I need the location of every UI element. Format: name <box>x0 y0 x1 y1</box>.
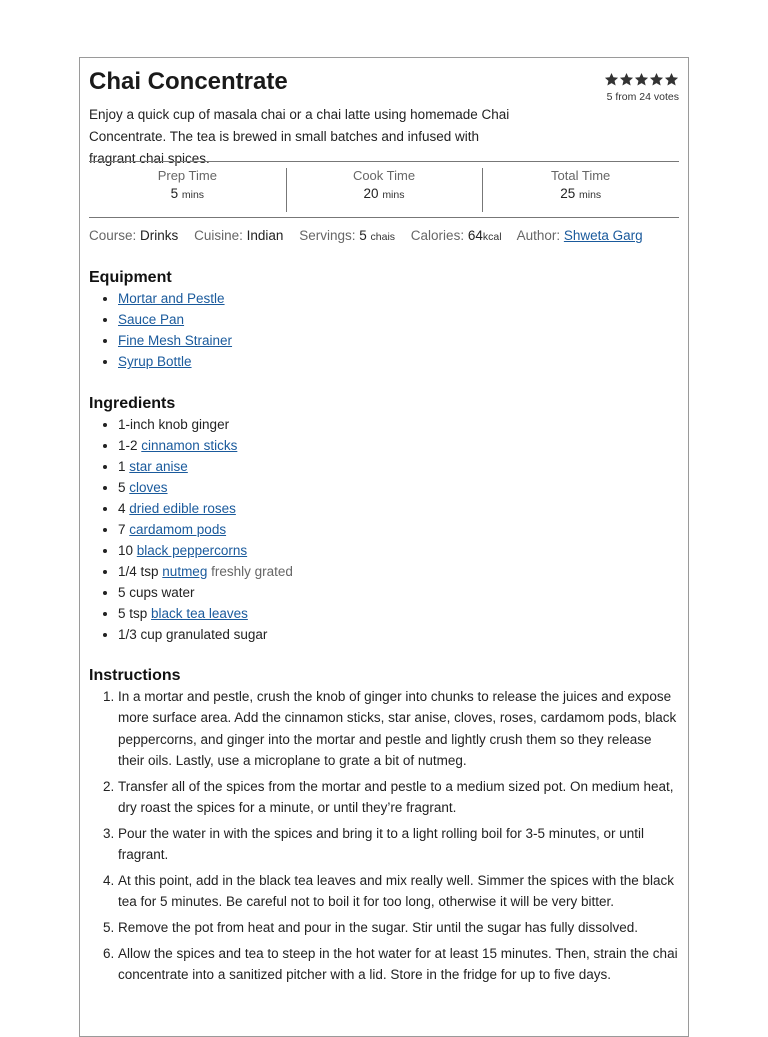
cook-time-unit: mins <box>382 189 405 201</box>
meta-cuisine: Cuisine: Indian <box>194 228 284 243</box>
ingredient-amount: 10 <box>118 543 134 558</box>
ingredient-item <box>118 624 679 645</box>
recipe-title: Chai Concentrate <box>89 68 288 95</box>
ingredient-amount: 1/4 tsp <box>118 564 159 579</box>
ingredient-link[interactable]: star anise <box>129 459 188 474</box>
rating <box>604 72 679 103</box>
star-icon[interactable] <box>664 72 679 87</box>
instruction-step: 4. At this point, add in the black tea leaves and mix really well. Simmer the spices with the black tea for 5 minutes. Be careful not to boil it for too long, otherwise it will be very bitter. <box>118 870 679 913</box>
equipment-item <box>118 330 679 351</box>
ingredient-link[interactable]: black peppercorns <box>136 543 248 558</box>
ingredient-item <box>118 414 679 435</box>
instruction-step: 6. Allow the spices and tea to steep in the hot water for at least 15 minutes. Then, strain the chai concentrate into a sanitized pitcher with a lid. Store in the fridge for up to five days. <box>118 943 679 986</box>
equipment-link[interactable]: Fine Mesh Strainer <box>118 333 233 348</box>
cook-time-label: Cook Time <box>352 168 416 183</box>
equipment-list <box>89 288 679 372</box>
instruction-step: 5. Remove the pot from heat and pour in the sugar. Stir until the sugar has fully dissolved. <box>118 917 679 938</box>
ingredient-amount: 1 <box>118 459 126 474</box>
prep-time <box>89 162 286 217</box>
total-time <box>482 162 679 217</box>
ingredient-item <box>118 519 679 540</box>
ingredient-item <box>118 498 679 519</box>
ingredient-amount: 7 <box>118 522 126 537</box>
ingredients-heading: Ingredients <box>89 395 176 412</box>
meta-calories: Calories: 64kcal <box>410 228 502 243</box>
meta-servings: Servings: 5 chais <box>299 228 396 243</box>
equipment-item <box>118 309 679 330</box>
instructions-section <box>89 666 679 990</box>
ingredient-item <box>118 456 679 477</box>
ingredient-link[interactable]: cardamom pods <box>129 522 227 537</box>
instruction-list <box>89 686 679 985</box>
cook-time <box>286 162 483 217</box>
ingredient-amount: 5 tsp <box>118 606 148 621</box>
star-icon[interactable] <box>604 72 619 87</box>
ingredient-note: freshly grated <box>211 564 293 579</box>
instruction-step: 1. In a mortar and pestle, crush the knob of ginger into chunks to release the juices and expose more surface area. Add the cinnamon sticks, star anise, cloves, roses, cardamom pods, black peppercorns, and ginger into the mortar and pestle and lightly crush them so they release their oils. Lastly, use a microplane to grate a bit of nutmeg. <box>118 686 679 771</box>
prep-time-unit: mins <box>181 189 205 201</box>
prep-time-label: Prep Time <box>157 168 217 183</box>
instructions-heading: Instructions <box>89 667 181 684</box>
votes-count: 5 from 24 votes <box>606 91 679 103</box>
recipe-card <box>79 57 689 1037</box>
ingredient-item <box>118 603 679 624</box>
star-icon[interactable] <box>634 72 649 87</box>
star-rating[interactable] <box>604 72 679 87</box>
author-link[interactable]: Shweta Garg <box>563 228 643 243</box>
equipment-item <box>118 288 679 309</box>
ingredient-link[interactable]: black tea leaves <box>151 606 248 621</box>
star-icon[interactable] <box>619 72 634 87</box>
equipment-section <box>89 268 679 372</box>
star-icon[interactable] <box>649 72 664 87</box>
equipment-heading: Equipment <box>89 269 172 286</box>
ingredient-item <box>118 582 679 603</box>
total-time-unit: mins <box>578 189 602 201</box>
equipment-item <box>118 351 679 372</box>
ingredient-link[interactable]: dried edible roses <box>129 501 236 516</box>
ingredient-amount: 1/3 cup granulated sugar <box>118 627 268 642</box>
total-time-label: Total Time <box>551 168 611 183</box>
ingredient-list <box>89 414 679 645</box>
prep-time-value: 5 <box>170 186 179 201</box>
ingredient-amount: 5 cups water <box>118 585 195 600</box>
cook-time-value: 20 <box>363 186 379 201</box>
meta-author: Author: Shweta Garg <box>516 228 643 243</box>
ingredient-amount: 4 <box>118 501 126 516</box>
ingredient-item <box>118 561 679 582</box>
meta-course: Course: Drinks <box>89 228 179 243</box>
equipment-link[interactable]: Mortar and Pestle <box>118 291 225 306</box>
recipe-meta <box>89 228 643 243</box>
ingredient-link[interactable]: cinnamon sticks <box>141 438 238 453</box>
equipment-link[interactable]: Syrup Bottle <box>118 354 192 369</box>
ingredient-item <box>118 540 679 561</box>
recipe-times <box>89 161 679 218</box>
instruction-step: 3. Pour the water in with the spices and bring it to a light rolling boil for 3-5 minutes, or until fragrant. <box>118 823 679 866</box>
ingredient-link[interactable]: cloves <box>129 480 168 495</box>
ingredient-item <box>118 435 679 456</box>
ingredient-item <box>118 477 679 498</box>
ingredient-link[interactable]: nutmeg <box>162 564 208 579</box>
instruction-step: 2. Transfer all of the spices from the mortar and pestle to a medium sized pot. On medium heat, dry roast the spices for a minute, or until they’re fragrant. <box>118 776 679 819</box>
ingredients-section <box>89 394 679 645</box>
equipment-link[interactable]: Sauce Pan <box>118 312 185 327</box>
ingredient-amount: 1-inch knob ginger <box>118 417 230 432</box>
total-time-value: 25 <box>560 186 576 201</box>
ingredient-amount: 5 <box>118 480 126 495</box>
recipe-summary: Enjoy a quick cup of masala chai or a chai latte using homemade Chai Concentrate. The tea is brewed in small batches and infused with fragrant chai spices. <box>89 107 510 166</box>
ingredient-amount: 1-2 <box>118 438 138 453</box>
